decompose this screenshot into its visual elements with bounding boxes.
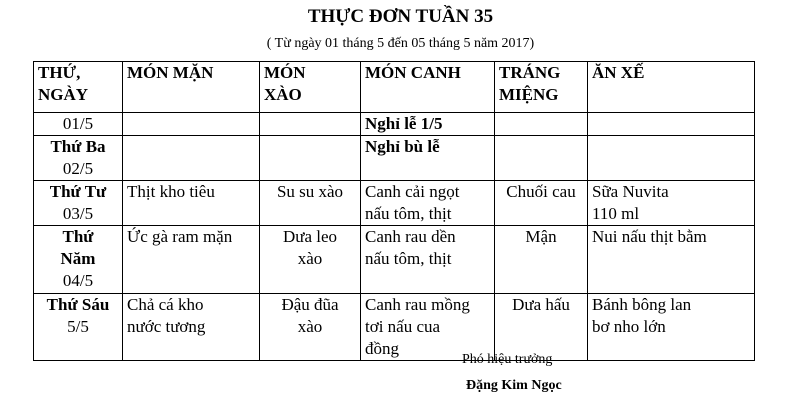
table-row (34, 226, 755, 294)
man-cell (123, 136, 260, 181)
an-xe-cell (588, 113, 755, 136)
header-man: MÓN MẶN (123, 62, 260, 113)
menu-table (33, 61, 755, 361)
table-row (34, 113, 755, 136)
canh-cell: Canh rau dền nấu tôm, thịt (361, 226, 495, 294)
an-xe-cell: Nui nấu thịt bằm (588, 226, 755, 294)
trang-mieng-cell (495, 136, 588, 181)
canh-cell: Nghỉ lễ 1/5 (361, 113, 495, 136)
day-date: 5/5 (67, 317, 89, 336)
header-canh: MÓN CANH (361, 62, 495, 113)
day-cell (34, 226, 123, 294)
xao-cell: Su su xào (260, 181, 361, 226)
xao-cell: Dưa leo xào (260, 226, 361, 294)
day-cell (34, 113, 123, 136)
man-cell: Chả cá kho nước tương (123, 294, 260, 361)
xao-cell (260, 136, 361, 181)
signature-role: Phó hiệu trưởng (462, 352, 553, 367)
canh-cell: Canh rau mồng tơi nấu cua đồng (361, 294, 495, 361)
day-name: Thứ Năm (60, 227, 96, 268)
day-date: 01/5 (62, 114, 94, 133)
trang-mieng-cell: Dưa hấu (495, 294, 588, 361)
table-row (34, 136, 755, 181)
man-cell: Thịt kho tiêu (123, 181, 260, 226)
day-date: 04/5 (62, 271, 94, 290)
header-day: THỨ, NGÀY (34, 62, 123, 113)
day-name: Thứ Ba (50, 137, 106, 156)
day-cell (34, 181, 123, 226)
signature-name: Đặng Kim Ngọc (466, 378, 562, 393)
man-cell: Ức gà ram mặn (123, 226, 260, 294)
trang-mieng-cell: Chuối cau (495, 181, 588, 226)
day-date: 03/5 (62, 204, 94, 223)
xao-cell (260, 113, 361, 136)
an-xe-cell: Bánh bông lan bơ nho lớn (588, 294, 755, 361)
canh-cell: Nghỉ bù lễ (361, 136, 495, 181)
page-title: THỰC ĐƠN TUẦN 35 (307, 6, 494, 27)
an-xe-cell: Sữa Nuvita 110 ml (588, 181, 755, 226)
table-header-row (34, 62, 755, 113)
header-trang-mieng: TRÁNG MIỆNG (495, 62, 588, 113)
header-an-xe: ĂN XẾ (588, 62, 755, 113)
date-range: ( Từ ngày 01 tháng 5 đến 05 tháng 5 năm 2017) (266, 36, 535, 51)
header-xao: MÓN XÀO (260, 62, 361, 113)
table-row (34, 294, 755, 361)
table-row (34, 181, 755, 226)
day-cell (34, 294, 123, 361)
day-name: Thứ Tư (49, 182, 107, 201)
an-xe-cell (588, 136, 755, 181)
day-cell (34, 136, 123, 181)
xao-cell: Đậu đũa xào (260, 294, 361, 361)
trang-mieng-cell (495, 113, 588, 136)
day-date: 02/5 (62, 159, 94, 178)
trang-mieng-cell: Mận (495, 226, 588, 294)
day-name: Thứ Sáu (46, 295, 110, 314)
man-cell (123, 113, 260, 136)
canh-cell: Canh cải ngọt nấu tôm, thịt (361, 181, 495, 226)
